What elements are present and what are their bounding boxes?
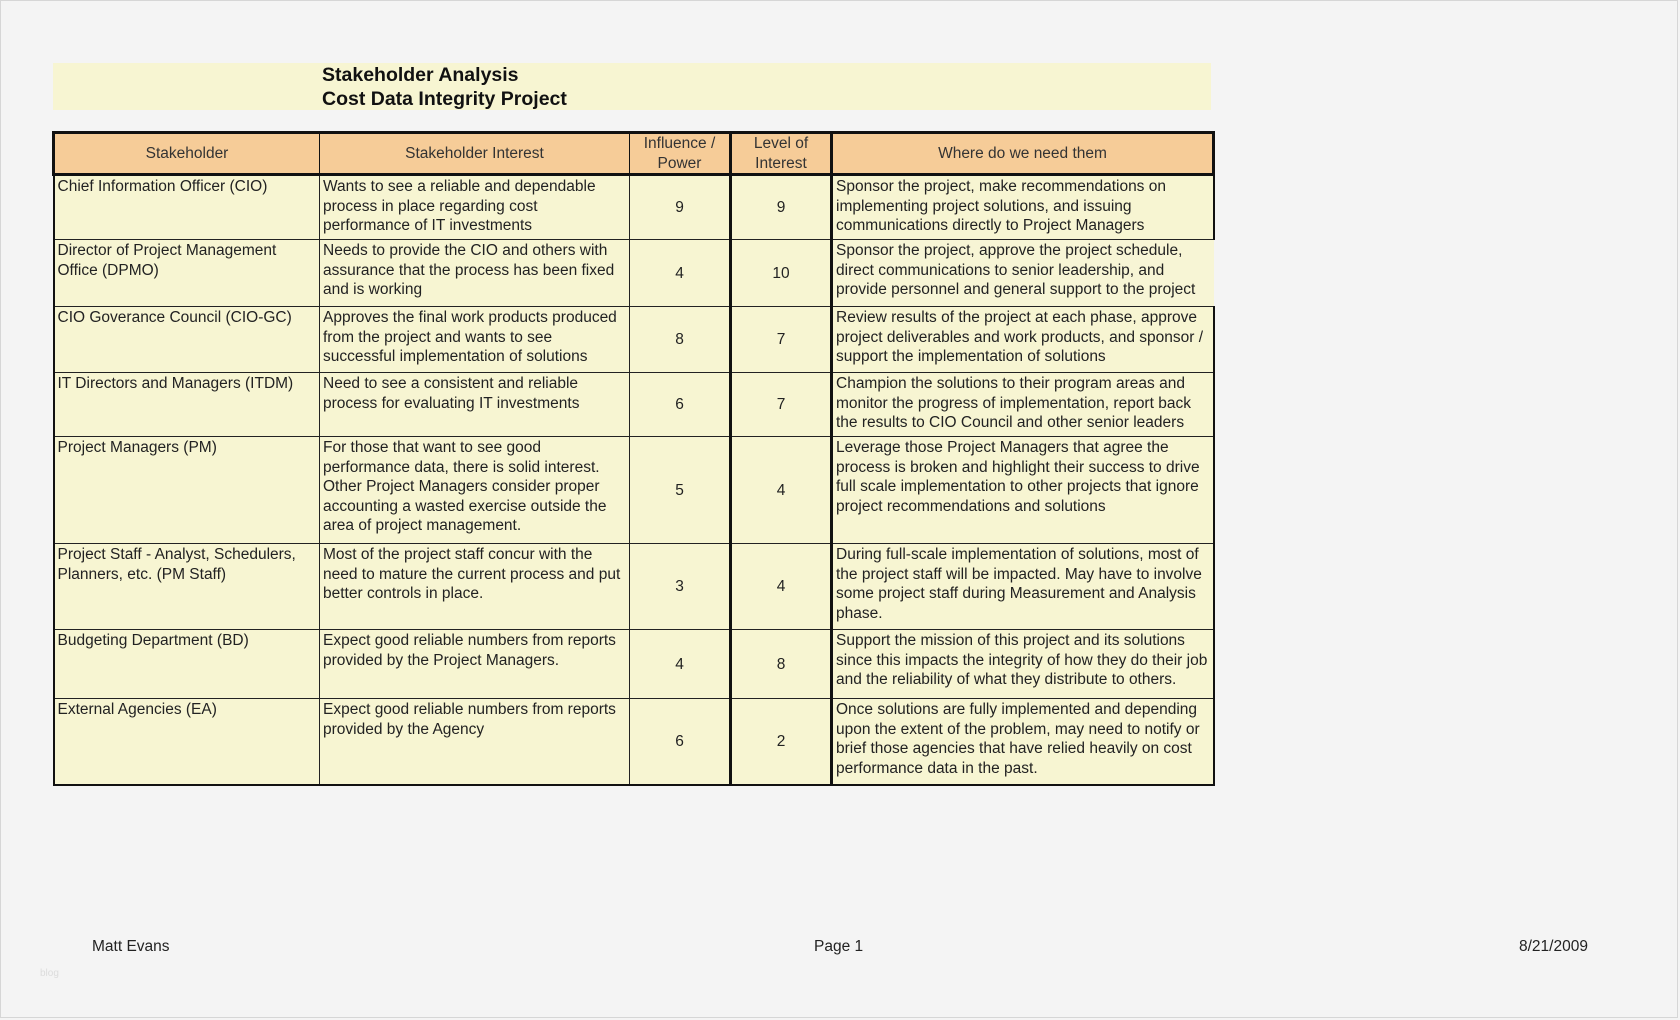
watermark: blog (40, 968, 59, 979)
cell-level: 7 (731, 373, 832, 437)
header-where-needed: Where do we need them (832, 133, 1214, 175)
header-level-of-interest (731, 133, 832, 175)
cell-stakeholder: Director of Project Management Office (DPMO) (54, 240, 320, 307)
cell-level: 10 (731, 240, 832, 307)
table-row (54, 544, 1214, 630)
cell-where-needed: Sponsor the project, make recommendations on implementing project solutions, and issuing communications directly to Project Managers (832, 175, 1214, 240)
cell-influence: 4 (630, 240, 731, 307)
cell-influence: 6 (630, 699, 731, 785)
header-influence-power (630, 133, 731, 175)
cell-level: 9 (731, 175, 832, 240)
header-stakeholder: Stakeholder (54, 133, 320, 175)
cell-influence: 3 (630, 544, 731, 630)
cell-influence: 5 (630, 437, 731, 544)
cell-stakeholder: CIO Goverance Council (CIO-GC) (54, 307, 320, 373)
cell-interest: For those that want to see good performance data, there is solid interest. Other Project Managers consider proper accounting a wasted exercise outside the area of project management. (320, 437, 630, 544)
header-influence-line-2: Power (657, 154, 702, 172)
table-row (54, 437, 1214, 544)
cell-stakeholder: Chief Information Officer (CIO) (54, 175, 320, 240)
title-line-1: Stakeholder Analysis (322, 64, 519, 86)
cell-influence: 9 (630, 175, 731, 240)
cell-interest: Most of the project staff concur with the need to mature the current process and put better controls in place. (320, 544, 630, 630)
table-row (54, 699, 1214, 785)
cell-influence: 6 (630, 373, 731, 437)
title-band (53, 63, 1211, 110)
cell-level: 4 (731, 437, 832, 544)
stakeholder-table (52, 131, 1215, 786)
cell-where-needed: Champion the solutions to their program areas and monitor the progress of implementation, report back the results to CIO Council and other senior leaders (832, 373, 1214, 437)
cell-stakeholder: IT Directors and Managers (ITDM) (54, 373, 320, 437)
cell-where-needed: During full-scale implementation of solutions, most of the project staff will be impacted. May have to involve some project staff during Measurement and Analysis phase. (832, 544, 1214, 630)
cell-stakeholder: Project Managers (PM) (54, 437, 320, 544)
cell-where-needed: Review results of the project at each phase, approve project deliverables and work products, and sponsor / support the implementation of solutions (832, 307, 1214, 373)
cell-where-needed: Sponsor the project, approve the project schedule, direct communications to senior leadership, and provide personnel and general support to the project (832, 240, 1214, 307)
table-row (54, 240, 1214, 307)
footer-date: 8/21/2009 (1519, 938, 1588, 955)
cell-stakeholder: Project Staff - Analyst, Schedulers, Planners, etc. (PM Staff) (54, 544, 320, 630)
document-title (322, 63, 567, 111)
cell-interest: Expect good reliable numbers from reports provided by the Project Managers. (320, 630, 630, 699)
table-row (54, 175, 1214, 240)
cell-where-needed: Once solutions are fully implemented and depending upon the extent of the problem, may need to notify or brief those agencies that have relied heavily on cost performance data in the past. (832, 699, 1214, 785)
table-header-row (54, 133, 1214, 175)
cell-interest: Expect good reliable numbers from reports provided by the Agency (320, 699, 630, 785)
cell-influence: 4 (630, 630, 731, 699)
footer-author: Matt Evans (92, 938, 170, 955)
header-stakeholder-interest: Stakeholder Interest (320, 133, 630, 175)
cell-level: 8 (731, 630, 832, 699)
cell-interest: Need to see a consistent and reliable process for evaluating IT investments (320, 373, 630, 437)
cell-where-needed: Leverage those Project Managers that agree the process is broken and highlight their success to drive full scale implementation to other projects that ignore project recommendations and solutions (832, 437, 1214, 544)
cell-interest: Needs to provide the CIO and others with assurance that the process has been fixed and is working (320, 240, 630, 307)
header-level-line-1: Level of (753, 135, 809, 152)
table-row (54, 373, 1214, 437)
cell-where-needed: Support the mission of this project and its solutions since this impacts the integrity of how they do their job and the reliability of what they distribute to others. (832, 630, 1214, 699)
cell-stakeholder: External Agencies (EA) (54, 699, 320, 785)
cell-level: 4 (731, 544, 832, 630)
cell-interest: Approves the final work products produced from the project and wants to see successful implementation of solutions (320, 307, 630, 373)
header-level-line-2: Interest (755, 154, 807, 172)
table-row (54, 630, 1214, 699)
table-row (54, 307, 1214, 373)
cell-level: 2 (731, 699, 832, 785)
header-influence-line-1: Influence / (643, 135, 716, 152)
cell-interest: Wants to see a reliable and dependable process in place regarding cost performance of IT investments (320, 175, 630, 240)
cell-stakeholder: Budgeting Department (BD) (54, 630, 320, 699)
cell-influence: 8 (630, 307, 731, 373)
cell-level: 7 (731, 307, 832, 373)
title-line-2: Cost Data Integrity Project (322, 88, 567, 110)
footer-page-number: Page 1 (814, 938, 864, 955)
